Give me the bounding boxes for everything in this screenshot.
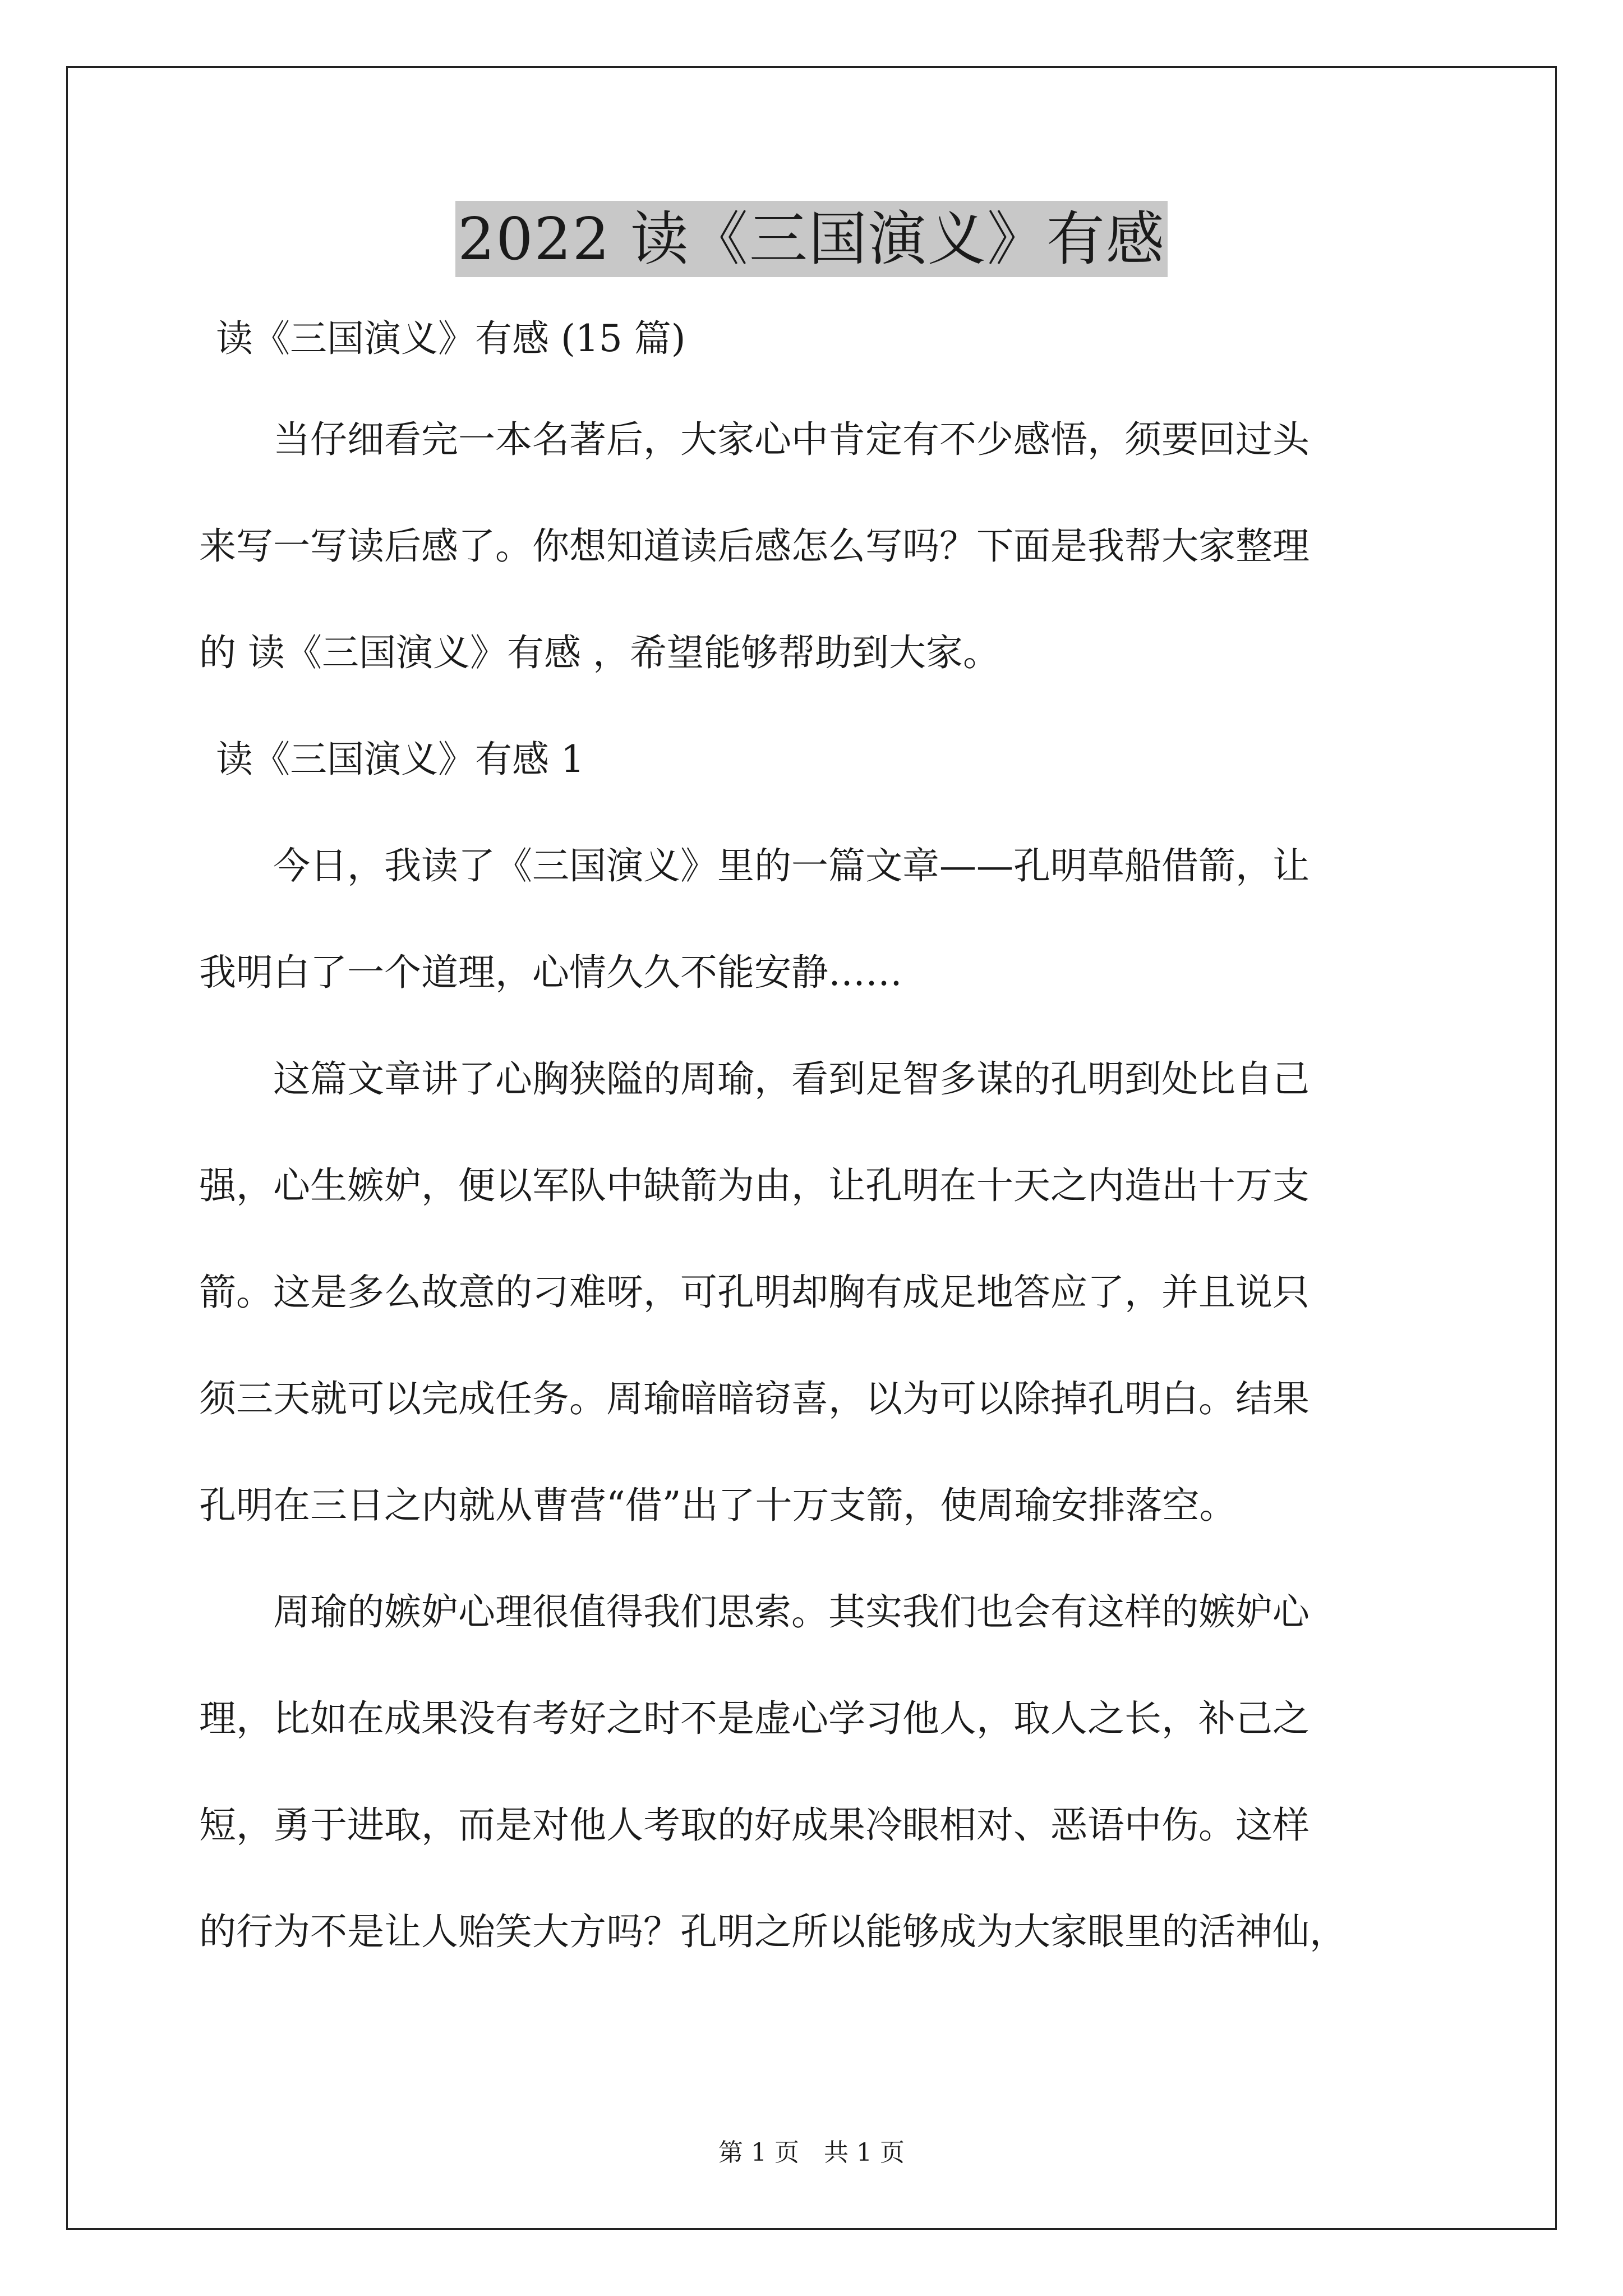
spacer — [199, 786, 1427, 839]
spacer — [199, 680, 1427, 733]
para3-line: 的行为不是让人贻笑大方吗？孔明之所以能够成为大家眼里的活神仙， — [199, 1910, 1347, 1953]
document-title[interactable]: 2022 读《三国演义》有感 — [455, 201, 1168, 277]
para2-line: 这篇文章讲了心胸狭隘的周瑜，看到足智多谋的孔明到处比自己 — [273, 1057, 1310, 1101]
para1-line: 今日，我读了《三国演义》里的一篇文章——孔明草船借箭，让 — [273, 844, 1310, 887]
title-container — [0, 201, 1623, 277]
spacer — [199, 467, 1427, 519]
spacer — [199, 1319, 1427, 1372]
spacer — [199, 1639, 1427, 1692]
spacer — [199, 573, 1427, 626]
spacer — [199, 1852, 1427, 1905]
spacer — [199, 1000, 1427, 1052]
spacer — [199, 1426, 1427, 1479]
document-body — [199, 312, 1427, 1959]
section-heading: 读《三国演义》有感 1 — [216, 738, 584, 781]
intro-line: 当仔细看完一本名著后，大家心中肯定有不少感悟，须要回过头 — [273, 418, 1310, 461]
para3-line: 周瑜的嫉妒心理很值得我们思索。其实我们也会有这样的嫉妒心 — [273, 1590, 1310, 1634]
subtitle: 读《三国演义》有感 (15 篇) — [216, 317, 686, 360]
para2-line: 须三天就可以完成任务。周瑜暗暗窃喜，以为可以除掉孔明白。结果 — [199, 1377, 1310, 1420]
intro-line: 的 读《三国演义》有感 ，希望能够帮助到大家。 — [199, 631, 1000, 674]
para2-line: 箭。这是多么故意的刁难呀，可孔明却胸有成足地答应了，并且说只 — [199, 1271, 1310, 1314]
page-footer: 第 1 页 共 1 页 — [718, 2138, 905, 2167]
spacer — [199, 1533, 1427, 1585]
para3-line: 短，勇于进取，而是对他人考取的好成果冷眼相对、恶语中伤。这样 — [199, 1803, 1310, 1847]
para2-line: 强，心生嫉妒，便以军队中缺箭为由，让孔明在十天之内造出十万支 — [199, 1164, 1310, 1207]
spacer — [199, 893, 1427, 946]
spacer — [199, 1106, 1427, 1159]
para2-line: 孔明在三日之内就从曹营“借”出了十万支箭，使周瑜安排落空。 — [199, 1484, 1237, 1527]
para1-line: 我明白了一个道理，心情久久不能安静…… — [199, 951, 902, 994]
spacer — [199, 1746, 1427, 1798]
intro-line: 来写一写读后感了。你想知道读后感怎么写吗？下面是我帮大家整理 — [199, 524, 1310, 568]
para3-line: 理，比如在成果没有考好之时不是虚心学习他人，取人之长，补己之 — [199, 1697, 1310, 1740]
spacer — [199, 1213, 1427, 1266]
spacer — [199, 366, 1427, 413]
